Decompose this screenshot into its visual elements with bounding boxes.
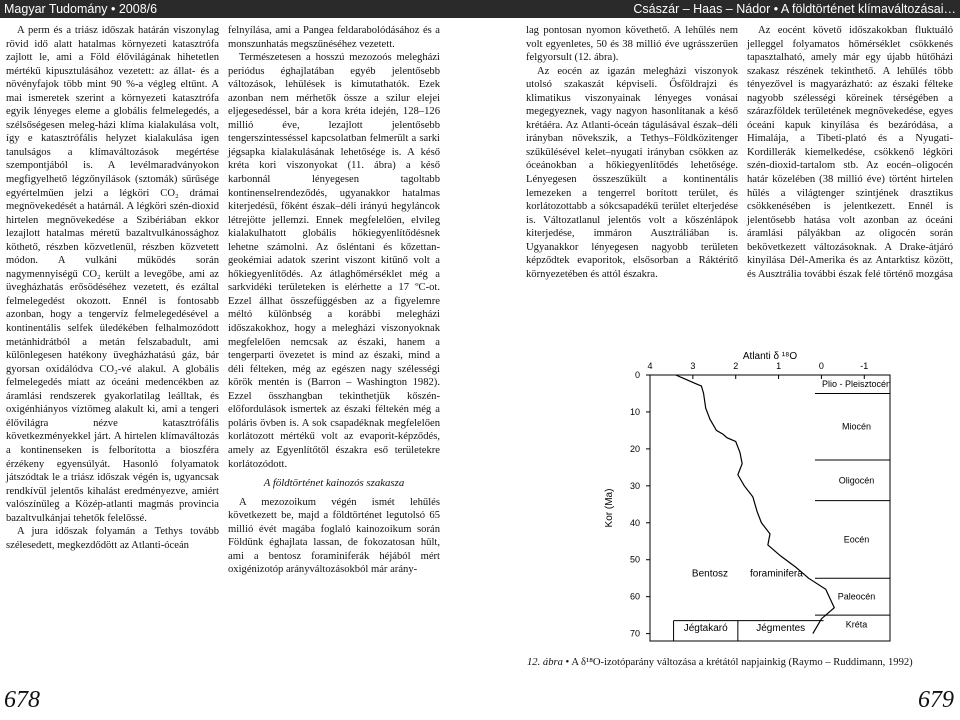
paragraph: lag pontosan nyomon követhető. A lehűlés nem volt egyenletes, 50 és 38 millió éve ugrásszerűen felgyorsult (12. ábra). [526,25,738,64]
epoch-label: Miocén [841,421,872,432]
epoch-label: Eocén [843,534,870,545]
x-tick-label: -1 [860,361,869,371]
running-header-right: Császár – Haas – Nádor • A földtörténet klímaváltozásai… [480,0,960,18]
page-number-left: 678 [4,687,40,713]
text-column-1 [6,24,219,552]
epoch-label: Plio - Pleisztocén [821,379,892,390]
figure-caption-label: 12. ábra [527,657,563,668]
figure-caption-text: • A δ¹⁸O-izotóparány változása a krétától napjainkig (Raymo – Ruddimann, 1992) [562,657,913,668]
chart-title: Atlanti δ ¹⁸O [742,351,798,362]
oxygen-isotope-chart [590,346,900,651]
annotation-foraminifera: foraminifera [750,568,803,580]
paragraph: Természetesen a hosszú mezozoós melegházi periódus éghajlatában egyéb jelentősebb változások, lehülések is kimutathatók. Ezek azonban nem mérhetők össze a szilur elejei eljegesedéssel, bár a kora kréta idején, 128–126 millió éve, lezajlott jelentősebb tengerszintesséssel kapcsolatban felmerült a sarki jégsapka kialakulásának lehetősége is. A késő kréta kori viszonyokat (11. ábra) a késő karbonnál lényegesen tagoltabb kontinenselrendeződés, ugyanakkor hatalmas kiterjedésű, főként észak–déli irányú hegyláncok létrejötte jellemzi. Ennek megfelelően, elvileg kialakulhatott globális hőkiegyenlítődésnek lehetne számolni. Az ősléntani és kőzettan-geokémiai adatok szerint viszont kitűnő volt a hőkiegyenlítődés. Az átlaghőmérséklet még a sarkvidéki területeken is elérhette a 17 ºC-ot. Ezzel állhat összefüggésben az a figyelemre méltó különbség a korábbi melegházi időszakokhoz, hogy a melegházi viszonyoknak megfelelően nemcsak az északi, hanem a tengerparti övezetet is mind az északi, mind a déli félteken, még az egészen nagy szélességi körök mentén is (Barron – Washington 1982). Ezzel összhangban tekinthetjük kőszén-előfordulások ismertek az északi féltekén még a poláris övben is. A sok csapadéknak megfelelően korlátozott mértékű volt az evaporit-képződés, amely az Egyenlítőtől északra eső területekre korlátozódott. [228,52,440,470]
x-tick-label: 0 [818,361,824,371]
epoch-label: Paleocén [837,591,876,602]
y-tick-label: 50 [629,554,640,565]
y-tick-label: 20 [629,443,640,454]
paragraph: Az eocén az igazán melegházi viszonyok utolsó szakaszát képviseli. Ősföldrajzi és klimatikus viszonyainak lényeges vonásai megegyeznek, vagy nagyon hasonlítanak a késő krétáéra. Az Atlanti-óceán tágulásával észak–déli irányban növekszik, a Tethys–Földközitenger szűkülésével kelet–nyugati irányban csökken az óceánokban a hőkiegyenlítődés lehetősége. Lényegesen összeszűkült a kontinentális lemezeken a tengerrel borított terület, és korlátozottabb a sókcsapadékű terület elterjedése is. Változatlanul jelentős volt a kőszénlápok kiterjedése, immáron Ausztráliában is. Ugyanakkor lényegesen nagyobb területen képződtek evaporitok, elsősorban a Ráktérítő környezetében és attól északra. [526,65,738,280]
text-column-3 [526,24,738,281]
x-tick-label: 3 [690,361,696,371]
paragraph: A jura időszak folyamán a Tethys tovább szélesedett, megkezdődött az Atlanti-óceán [6,526,219,551]
paragraph: felnyílása, ami a Pangea feldarabolódásához és a monszunhatás megszűnéséhez vezetett. [228,25,440,50]
epoch-label: Oligocén [838,475,875,486]
y-tick-label: 40 [629,517,640,528]
y-tick-label: 70 [629,628,640,639]
text-column-4 [747,24,953,281]
x-tick-label: 4 [647,361,653,371]
y-tick-label: 0 [634,370,640,380]
y-tick-label: 30 [629,480,640,491]
text-column-2 [228,24,440,577]
page-number-right: 679 [918,687,954,713]
annotation-jegtakaro: Jégtakaró [683,623,728,635]
paragraph: A mezozoikum végén ismét lehűlés következett be, majd a földtörténet legutolsó 65 millió évét magába foglaló kainozoikum során Földünk éghajlata lassan, de fokozatosan hűlt, ami a bentosz foraminiferák héjából mért oxigénizotóp arányváltozásokból már arány- [228,496,440,576]
section-heading: A földtörténet kainozós szakasza [263,477,405,490]
figure-caption [527,657,953,668]
epoch-label: Kréta [845,619,868,630]
annotation-jegmentes: Jégmentes [756,623,806,635]
paragraph: A perm és a triász időszak határán viszonylag rövid idő alatt hatalmas környezeti katasztrófa zajlott le, ami a Föld élővilágának hihetetlen mértékű kipusztulásához vezetett: az állat- és a növényfajok több mint 90 %-a végleg eltűnt. A mai ismeretek szerint a környezeti katasztrófa egyik lényeges eleme a globális felmelegedés, a szélsőségesen meleg-házi klíma kialakulása volt, így e katasztrófális helyzet kialakulása igen tanulságos a klímaváltozások megértése szempontjából is. A levélmaradványokon megfigyelhető légzőnyílások (sztomák) sűrűsége egyértelműen jelzi a légköri CO₂ drámai megnövekedését a határnál. A légköri szén-dioxid hirtelen megnövekedése a Szibériában ekkor lezajlott hatalmas méretű bazaltvulkánossághoz köthető, részben közvetlenül, részben közvetett módon. A vulkáni működés során nagymennyiségű CO₂ került a levegőbe, ami az üvegházhatás erősödéséhez vezetett, és ezáltal felmelegedést okozott. Ennél is fontosabb azonban, hogy a tengervíz felmelegedésével a kontinentális selfek üledékében felhalmozódott metánhidrátból a metán felszabadult, ami különlegesen hatékony üvegházhatású gáz, bár gyorsan oxidálódva CO₂-vé alakul. A globális felmelegedés miatt az óceáni medencékben az áramlási rendszerek gyakorlatilag leálltak, és oxigénhiányos víztömeg alakult ki, ami a tengeri élővilágra nézve katasztrófális következményekkel járt. A hirtelen klímaváltozás a kontinenseken is felborította a bioszféra érzékeny egyensúlyát. Hasonló folyamatok játszódtak le a triász időszak végén is, ugyancsak rendkívül jelentős kihalást eredményezve, amiért valószínűleg a Közép-atlanti magmás provincia bazaltvulkánjai tehetők felelőssé. [6,25,219,524]
y-axis-label: Kor (Ma) [604,488,615,528]
running-header-left: Magyar Tudomány • 2008/6 [0,0,480,18]
paragraph: Az eocént követő időszakokban fluktuáló jelleggel folyamatos hőmérséklet csökkenés tapasztalható, amely már egy újabb hűtőházi szakasz részének tekinthető. A lehűlés több tényezővel is magyarázható: az északi félteke nagyobb szélességi köreinek térségében a szárazföldek területének megnövekedése, egyes óceáni kapuk kinyílása és bezáródása, a Himalája, a Tibeti-plató és a Nyugati-Kordillerák kiemelkedése, csökkenő légköri szén-dioxid-tartalom stb. Az eocén–oligocén határ közelében (38 millió éve) történt hirtelen hűlés a világtenger szintjének drasztikus csökkenésében is jelentkezett. Ennél is jelentősebb hatása volt azonban az óceáni áramlási pályákban az oligocén során bekövetkezett változásoknak. A Drake-átjáró kinyílása Dél-Amerika és az Antarktisz között, és Ausztrália további észak felé történő mozgása [747,25,953,280]
x-tick-label: 1 [776,361,782,371]
y-tick-label: 60 [629,591,640,602]
isotope-curve [676,375,835,634]
annotation-bentosz: Bentosz [691,568,729,580]
y-tick-label: 10 [629,406,640,417]
x-tick-label: 2 [733,361,739,371]
